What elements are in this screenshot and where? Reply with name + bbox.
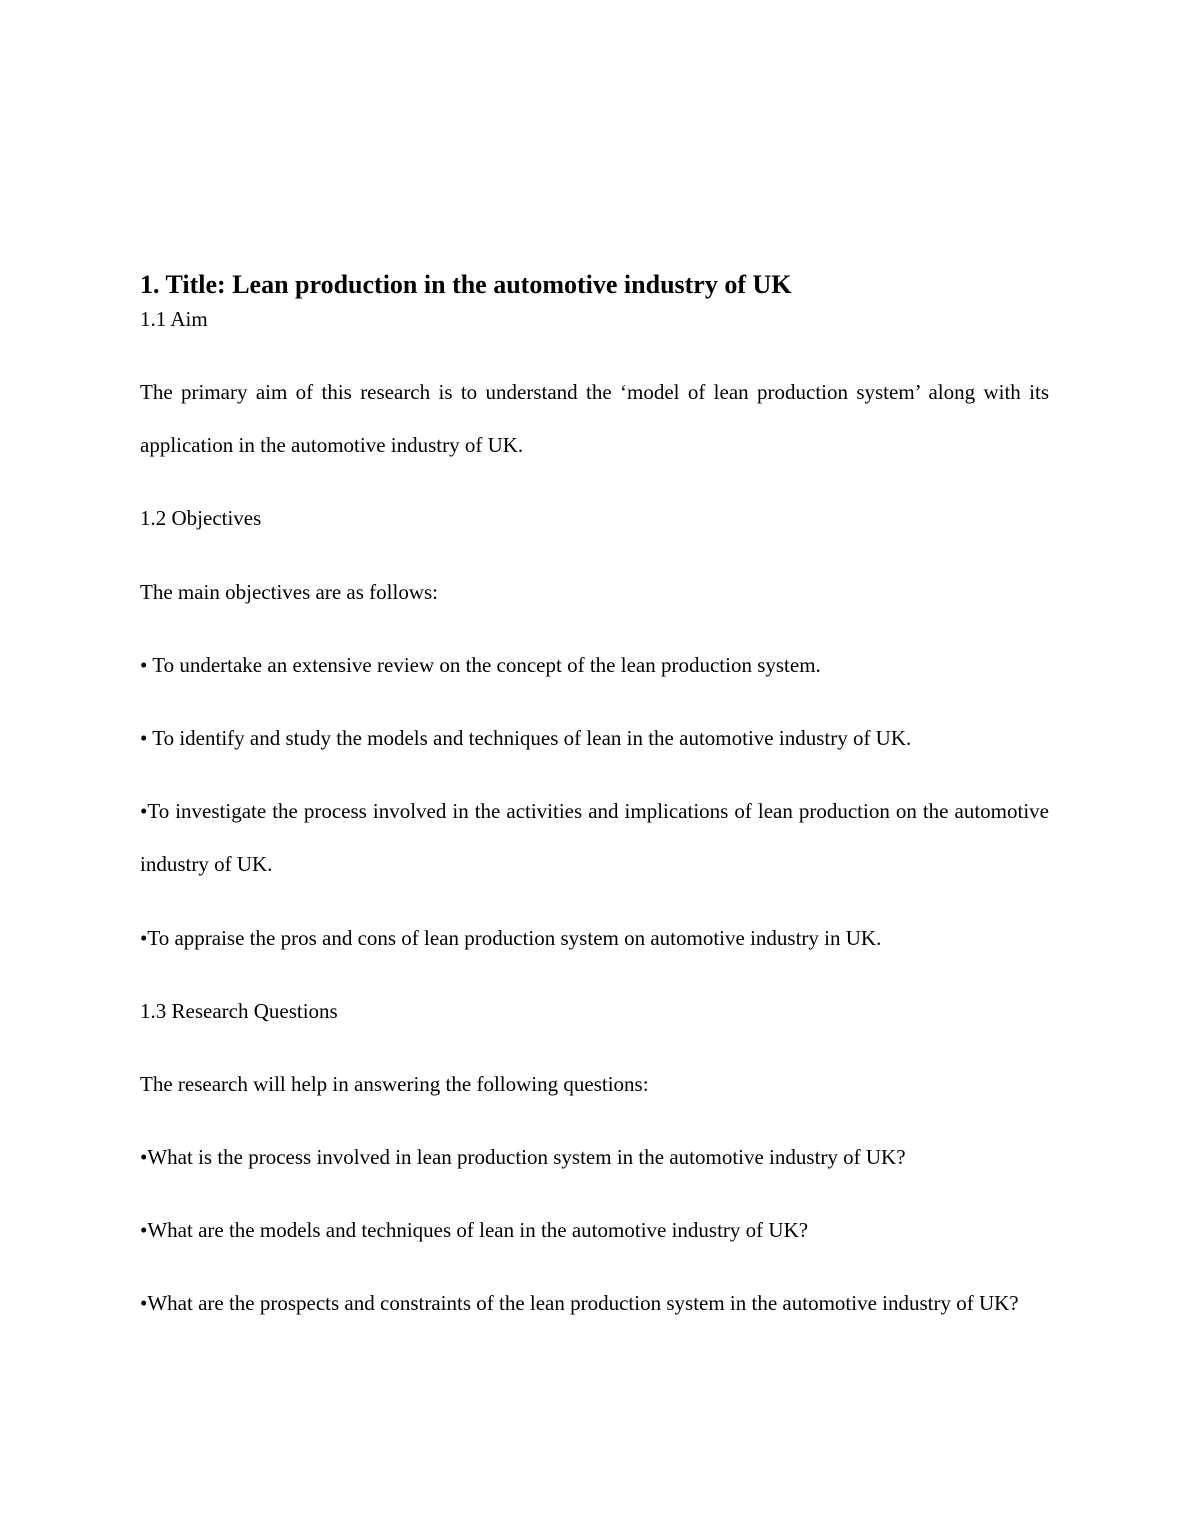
objectives-heading: 1.2 Objectives [140, 506, 262, 530]
question-item: •What are the prospects and constraints of the lean production system in the automotive industry of UK? [140, 1291, 1019, 1315]
objectives-intro: The main objectives are as follows: [140, 580, 438, 604]
objective-item: • To identify and study the models and techniques of lean in the automotive industry of UK. [140, 726, 912, 750]
question-item: •What is the process involved in lean production system in the automotive industry of UK? [140, 1145, 906, 1169]
question-item: •What are the models and techniques of lean in the automotive industry of UK? [140, 1218, 809, 1242]
research-questions-heading: 1.3 Research Questions [140, 999, 338, 1023]
aim-heading: 1.1 Aim [140, 307, 208, 331]
aim-paragraph: The primary aim of this research is to understand the ‘model of lean production system’ along with its application in the automotive industry of UK. [140, 380, 1049, 457]
objective-item: •To investigate the process involved in the activities and implications of lean production on the automotive industry of UK. [140, 799, 1049, 876]
document-title: 1. Title: Lean production in the automotive industry of UK [140, 270, 792, 299]
questions-intro: The research will help in answering the following questions: [140, 1072, 649, 1096]
objective-item: • To undertake an extensive review on the concept of the lean production system. [140, 653, 821, 677]
objective-item: •To appraise the pros and cons of lean production system on automotive industry in UK. [140, 926, 882, 950]
